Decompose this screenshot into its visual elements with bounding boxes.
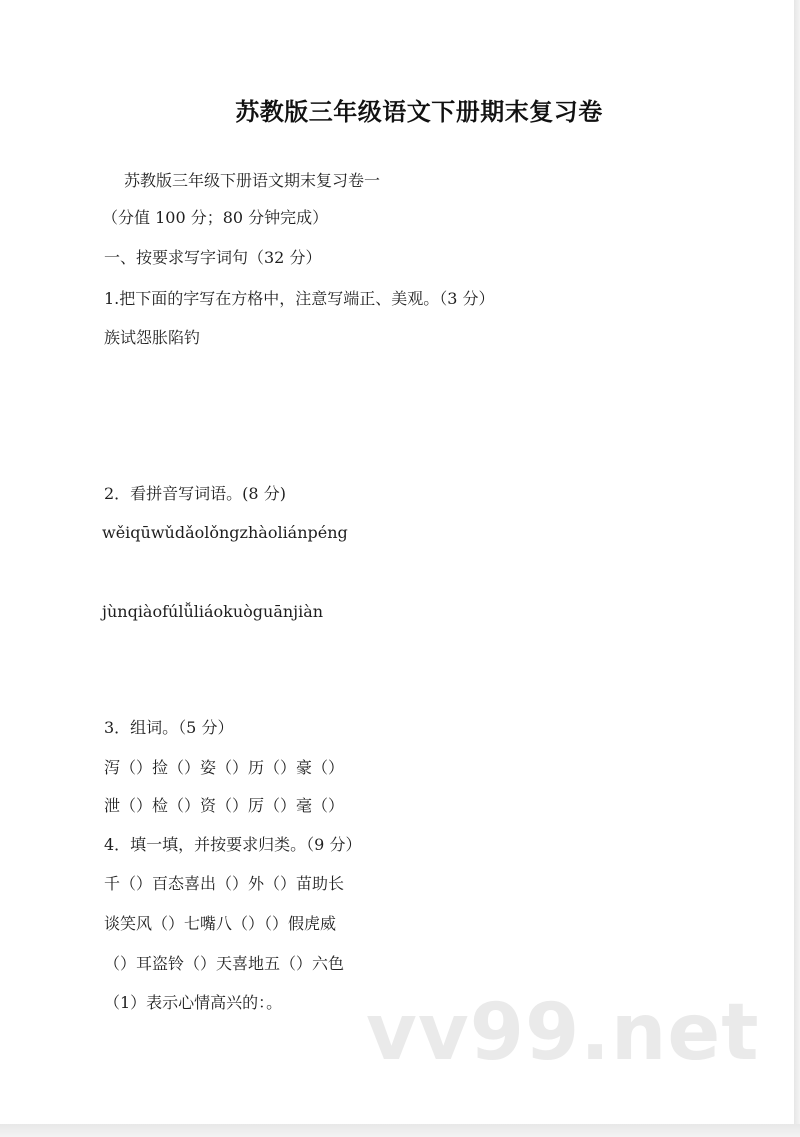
page-edge-bottom	[0, 1124, 800, 1137]
classification-item: （1）表示心情高兴的：。	[104, 993, 283, 1012]
idiom-row: 谈笑风（）七嘴八（）（）假虎威	[104, 914, 337, 933]
score-info: （分值 100 分；80 分钟完成）	[102, 208, 329, 227]
word-group-row: 泻（）捡（）姿（）历（）豪（）	[104, 758, 345, 777]
pinyin-row: wěiqūwǔdǎolǒngzhàoliánpéng	[102, 523, 348, 542]
question-1-characters: 族试怨胀陷钓	[104, 328, 201, 347]
question-3-prompt: 3．组词。（5 分）	[104, 718, 234, 737]
word-group-row: 泄（）检（）资（）厉（）毫（）	[104, 796, 345, 815]
question-1-prompt: 1.把下面的字写在方格中，注意写端正、美观。（3 分）	[104, 289, 495, 308]
document-title: 苏教版三年级语文下册期末复习卷	[235, 98, 603, 126]
page-edge-right	[794, 0, 800, 1137]
exam-subtitle: 苏教版三年级下册语文期末复习卷一	[124, 171, 381, 190]
question-2-prompt: 2．看拼音写词语。(8 分)	[104, 484, 286, 503]
section-heading: 一、按要求写字词句（32 分）	[104, 248, 322, 267]
pinyin-row: jùnqiàofúlǚliáokuòguānjiàn	[102, 602, 324, 621]
watermark: vv99.net	[366, 988, 760, 1078]
question-4-prompt: 4．填一填，并按要求归类。（9 分）	[104, 835, 362, 854]
idiom-row: 千（）百态喜出（）外（）苗助长	[104, 874, 345, 893]
idiom-row: （）耳盗铃（）天喜地五（）六色	[104, 954, 345, 973]
